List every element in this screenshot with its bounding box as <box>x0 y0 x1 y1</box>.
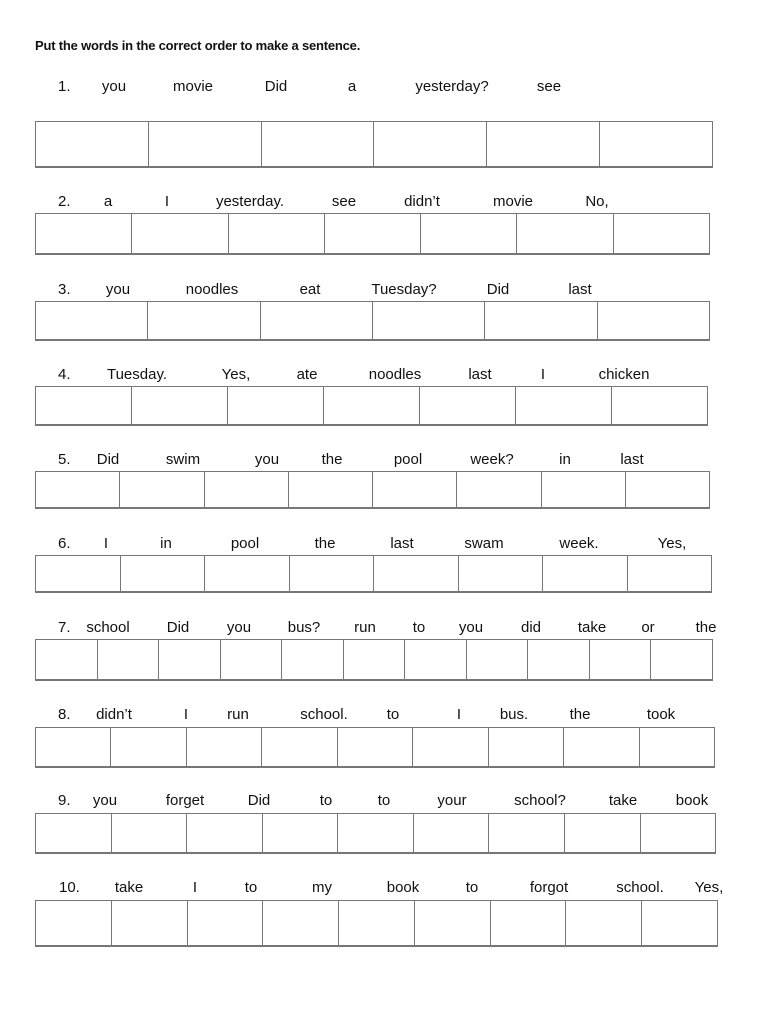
answer-cell[interactable] <box>421 214 517 253</box>
question-number: 6. <box>58 535 71 552</box>
answer-cell[interactable] <box>263 814 339 852</box>
answer-cell[interactable] <box>564 728 639 766</box>
scrambled-word: school <box>86 619 130 636</box>
scrambled-word: week. <box>559 535 599 552</box>
answer-cell[interactable] <box>36 728 111 766</box>
answer-cell[interactable] <box>517 214 613 253</box>
scrambled-word: in <box>559 451 571 468</box>
scrambled-word: to <box>377 792 391 809</box>
answer-cell[interactable] <box>339 901 415 945</box>
answer-cell[interactable] <box>36 640 98 679</box>
scrambled-word: forget <box>165 792 205 809</box>
word-bank <box>0 879 771 899</box>
word-bank <box>0 281 771 301</box>
scrambled-word: you <box>105 281 131 298</box>
scrambled-word: bus. <box>499 706 529 723</box>
scrambled-word: yesterday. <box>215 193 285 210</box>
answer-grid <box>35 639 713 681</box>
answer-cell[interactable] <box>262 728 337 766</box>
answer-cell[interactable] <box>98 640 160 679</box>
question-number: 1. <box>58 78 71 95</box>
scrambled-word: to <box>412 619 426 636</box>
answer-cell[interactable] <box>628 556 712 591</box>
answer-cell[interactable] <box>528 640 590 679</box>
scrambled-word: Yes, <box>694 879 724 896</box>
answer-cell[interactable] <box>590 640 652 679</box>
answer-cell[interactable] <box>187 814 263 852</box>
scrambled-word: movie <box>492 193 534 210</box>
scrambled-word: movie <box>172 78 214 95</box>
scrambled-word: the <box>314 535 336 552</box>
word-bank <box>0 193 771 213</box>
answer-grid <box>35 900 718 947</box>
scrambled-word: pool <box>393 451 423 468</box>
scrambled-word: school. <box>300 706 348 723</box>
answer-cell[interactable] <box>36 901 112 945</box>
answer-cell[interactable] <box>221 640 283 679</box>
scrambled-word: I <box>456 706 462 723</box>
answer-cell[interactable] <box>228 387 324 424</box>
answer-cell[interactable] <box>374 122 487 166</box>
scrambled-word: bus? <box>287 619 321 636</box>
scrambled-word: see <box>331 193 357 210</box>
answer-grid <box>35 555 712 593</box>
answer-cell[interactable] <box>324 387 420 424</box>
question-number: 3. <box>58 281 71 298</box>
answer-cell[interactable] <box>338 728 413 766</box>
answer-cell[interactable] <box>413 728 488 766</box>
question-number: 10. <box>59 879 80 896</box>
word-bank <box>0 792 771 812</box>
scrambled-word: you <box>101 78 127 95</box>
scrambled-word: see <box>536 78 562 95</box>
answer-cell[interactable] <box>414 814 490 852</box>
scrambled-word: Yes, <box>657 535 687 552</box>
scrambled-word: your <box>437 792 467 809</box>
answer-cell[interactable] <box>457 472 541 507</box>
scrambled-word: I <box>192 879 198 896</box>
scrambled-word: last <box>568 281 592 298</box>
scrambled-word: noodles <box>185 281 239 298</box>
answer-cell[interactable] <box>36 387 132 424</box>
answer-cell[interactable] <box>542 472 626 507</box>
answer-cell[interactable] <box>415 901 491 945</box>
answer-cell[interactable] <box>325 214 421 253</box>
scrambled-word: didn’t <box>96 706 132 723</box>
scrambled-word: last <box>468 366 492 383</box>
answer-cell[interactable] <box>338 814 414 852</box>
word-bank <box>0 619 771 639</box>
answer-cell[interactable] <box>467 640 529 679</box>
answer-cell[interactable] <box>159 640 221 679</box>
answer-grid <box>35 813 716 854</box>
scrambled-word: forgot <box>529 879 569 896</box>
scrambled-word: ate <box>296 366 318 383</box>
answer-cell[interactable] <box>262 122 375 166</box>
answer-cell[interactable] <box>112 814 188 852</box>
answer-cell[interactable] <box>289 472 373 507</box>
scrambled-word: take <box>577 619 607 636</box>
scrambled-word: I <box>540 366 546 383</box>
answer-cell[interactable] <box>641 814 716 852</box>
question-number: 5. <box>58 451 71 468</box>
scrambled-word: chicken <box>598 366 650 383</box>
answer-cell[interactable] <box>612 387 707 424</box>
scrambled-word: you <box>92 792 118 809</box>
answer-grid <box>35 301 710 341</box>
answer-cell[interactable] <box>187 728 262 766</box>
answer-cell[interactable] <box>565 814 641 852</box>
scrambled-word: last <box>390 535 414 552</box>
scrambled-word: eat <box>299 281 321 298</box>
scrambled-word: did <box>520 619 542 636</box>
answer-cell[interactable] <box>459 556 544 591</box>
word-bank <box>0 451 771 471</box>
scrambled-word: school? <box>514 792 566 809</box>
answer-cell[interactable] <box>36 302 148 339</box>
scrambled-word: book <box>386 879 420 896</box>
scrambled-word: swim <box>165 451 201 468</box>
answer-grid <box>35 727 715 768</box>
scrambled-word: Tuesday. <box>106 366 168 383</box>
answer-grid <box>35 121 713 168</box>
answer-cell[interactable] <box>374 556 459 591</box>
answer-cell[interactable] <box>420 387 516 424</box>
word-bank <box>0 535 771 555</box>
answer-cell[interactable] <box>120 472 204 507</box>
scrambled-word: I <box>103 535 109 552</box>
answer-cell[interactable] <box>261 302 373 339</box>
scrambled-word: to <box>465 879 479 896</box>
answer-cell[interactable] <box>263 901 339 945</box>
answer-cell[interactable] <box>121 556 206 591</box>
scrambled-word: pool <box>230 535 260 552</box>
answer-cell[interactable] <box>290 556 375 591</box>
scrambled-word: you <box>458 619 484 636</box>
question-number: 9. <box>58 792 71 809</box>
scrambled-word: I <box>164 193 170 210</box>
scrambled-word: took <box>646 706 676 723</box>
answer-cell[interactable] <box>229 214 325 253</box>
word-bank <box>0 78 771 98</box>
word-bank <box>0 706 771 726</box>
scrambled-word: didn’t <box>404 193 440 210</box>
answer-cell[interactable] <box>405 640 467 679</box>
scrambled-word: book <box>675 792 709 809</box>
scrambled-word: No, <box>585 193 609 210</box>
scrambled-word: Did <box>166 619 190 636</box>
scrambled-word: week? <box>470 451 514 468</box>
answer-cell[interactable] <box>205 556 290 591</box>
scrambled-word: you <box>226 619 252 636</box>
scrambled-word: school. <box>616 879 664 896</box>
scrambled-word: or <box>641 619 655 636</box>
answer-cell[interactable] <box>566 901 642 945</box>
scrambled-word: my <box>312 879 332 896</box>
answer-cell[interactable] <box>36 214 132 253</box>
scrambled-word: Did <box>486 281 510 298</box>
scrambled-word: run <box>227 706 249 723</box>
answer-cell[interactable] <box>205 472 289 507</box>
answer-cell[interactable] <box>149 122 262 166</box>
answer-grid <box>35 471 710 509</box>
scrambled-word: in <box>160 535 172 552</box>
answer-cell[interactable] <box>489 728 564 766</box>
answer-cell[interactable] <box>626 472 709 507</box>
answer-cell[interactable] <box>36 472 120 507</box>
scrambled-word: a <box>347 78 357 95</box>
scrambled-word: you <box>254 451 280 468</box>
answer-cell[interactable] <box>132 214 228 253</box>
scrambled-word: the <box>569 706 591 723</box>
answer-cell[interactable] <box>373 472 457 507</box>
answer-cell[interactable] <box>148 302 260 339</box>
answer-cell[interactable] <box>373 302 485 339</box>
answer-cell[interactable] <box>614 214 709 253</box>
word-bank <box>0 366 771 386</box>
answer-grid <box>35 213 710 255</box>
question-number: 8. <box>58 706 71 723</box>
answer-cell[interactable] <box>600 122 712 166</box>
answer-cell[interactable] <box>598 302 709 339</box>
answer-cell[interactable] <box>344 640 406 679</box>
instruction-heading: Put the words in the correct order to make a sentence. <box>35 38 361 53</box>
scrambled-word: Yes, <box>221 366 251 383</box>
scrambled-word: Tuesday? <box>371 281 437 298</box>
scrambled-word: to <box>386 706 400 723</box>
question-number: 4. <box>58 366 71 383</box>
question-number: 7. <box>58 619 71 636</box>
answer-cell[interactable] <box>651 640 712 679</box>
answer-cell[interactable] <box>489 814 565 852</box>
answer-cell[interactable] <box>487 122 600 166</box>
scrambled-word: to <box>319 792 333 809</box>
scrambled-word: the <box>695 619 717 636</box>
scrambled-word: swam <box>464 535 504 552</box>
answer-cell[interactable] <box>543 556 628 591</box>
answer-grid <box>35 386 708 426</box>
answer-cell[interactable] <box>188 901 264 945</box>
scrambled-word: Did <box>96 451 120 468</box>
answer-cell[interactable] <box>36 122 149 166</box>
scrambled-word: run <box>354 619 376 636</box>
answer-cell[interactable] <box>485 302 597 339</box>
scrambled-word: take <box>114 879 144 896</box>
scrambled-word: noodles <box>368 366 422 383</box>
scrambled-word: Did <box>264 78 288 95</box>
question-number: 2. <box>58 193 71 210</box>
answer-cell[interactable] <box>111 728 186 766</box>
answer-cell[interactable] <box>491 901 567 945</box>
scrambled-word: I <box>183 706 189 723</box>
answer-cell[interactable] <box>516 387 612 424</box>
answer-cell[interactable] <box>132 387 228 424</box>
scrambled-word: the <box>321 451 343 468</box>
scrambled-word: a <box>103 193 113 210</box>
answer-cell[interactable] <box>282 640 344 679</box>
answer-cell[interactable] <box>36 814 112 852</box>
scrambled-word: to <box>244 879 258 896</box>
scrambled-word: yesterday? <box>415 78 489 95</box>
scrambled-word: take <box>608 792 638 809</box>
answer-cell[interactable] <box>112 901 188 945</box>
answer-cell[interactable] <box>640 728 714 766</box>
scrambled-word: last <box>620 451 644 468</box>
scrambled-word: Did <box>247 792 271 809</box>
answer-cell[interactable] <box>36 556 121 591</box>
answer-cell[interactable] <box>642 901 717 945</box>
